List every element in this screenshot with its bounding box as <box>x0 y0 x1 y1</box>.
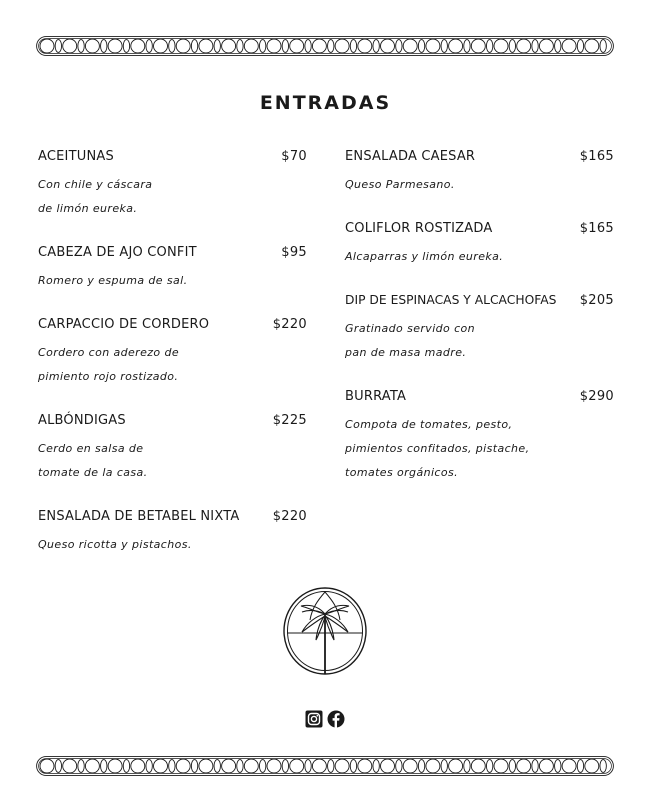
description-line: tomate de la casa. <box>38 466 148 479</box>
section-title: ENTRADAS <box>259 92 392 114</box>
menu-column-right <box>345 149 614 509</box>
item-name: ACEITUNAS <box>38 149 114 164</box>
item-price: $220 <box>272 317 307 332</box>
item-price: $165 <box>579 221 614 236</box>
description-line: Gratinado servido con <box>345 322 476 335</box>
description-line: tomates orgánicos. <box>345 466 459 479</box>
item-price: $165 <box>579 149 614 164</box>
item-price: $220 <box>272 509 307 524</box>
item-description <box>38 437 307 485</box>
item-name: DIP DE ESPINACAS Y ALCACHOFAS <box>345 293 557 307</box>
menu-column-left <box>38 149 307 581</box>
item-description <box>38 269 307 293</box>
item-price: $205 <box>579 293 614 308</box>
menu-item <box>38 149 307 221</box>
description-line: Cordero con aderezo de <box>38 346 180 359</box>
item-price: $225 <box>272 413 307 428</box>
description-line: Queso ricotta y pistachos. <box>38 538 192 551</box>
instagram-icon[interactable] <box>305 710 323 728</box>
decorative-border-top <box>36 36 614 56</box>
menu-item <box>38 413 307 485</box>
description-line: Cerdo en salsa de <box>38 442 144 455</box>
description-line: Con chile y cáscara <box>38 178 153 191</box>
menu-item <box>345 149 614 197</box>
decorative-border-bottom <box>36 756 614 776</box>
item-name: CABEZA DE AJO CONFIT <box>38 245 197 260</box>
description-line: Alcaparras y limón eureka. <box>345 250 504 263</box>
item-name: COLIFLOR ROSTIZADA <box>345 221 493 236</box>
item-name: CARPACCIO DE CORDERO <box>38 317 210 332</box>
social-links <box>305 710 345 728</box>
menu-item <box>345 293 614 365</box>
facebook-icon[interactable] <box>327 710 345 728</box>
item-description <box>345 245 614 269</box>
menu-item <box>345 221 614 269</box>
item-description <box>345 173 614 197</box>
menu-item <box>38 245 307 293</box>
menu-item <box>38 317 307 389</box>
palm-tree-emblem-icon <box>282 586 368 676</box>
description-line: pimiento rojo rostizado. <box>38 370 179 383</box>
description-line: pimientos confitados, pistache, <box>345 442 530 455</box>
item-price: $290 <box>579 389 614 404</box>
item-description <box>345 317 614 365</box>
item-description <box>38 533 307 557</box>
description-line: Queso Parmesano. <box>345 178 455 191</box>
item-price: $95 <box>281 245 307 260</box>
item-name: ENSALADA CAESAR <box>345 149 476 164</box>
item-description <box>38 173 307 221</box>
description-line: Romero y espuma de sal. <box>38 274 188 287</box>
item-name: ALBÓNDIGAS <box>38 413 126 428</box>
item-description <box>38 341 307 389</box>
description-line: Compota de tomates, pesto, <box>345 418 513 431</box>
item-name: ENSALADA DE BETABEL NIXTA <box>38 509 240 524</box>
menu-item <box>38 509 307 557</box>
item-description <box>345 413 614 485</box>
item-name: BURRATA <box>345 389 407 404</box>
description-line: pan de masa madre. <box>345 346 467 359</box>
description-line: de limón eureka. <box>38 202 138 215</box>
item-price: $70 <box>281 149 307 164</box>
menu-item <box>345 389 614 485</box>
